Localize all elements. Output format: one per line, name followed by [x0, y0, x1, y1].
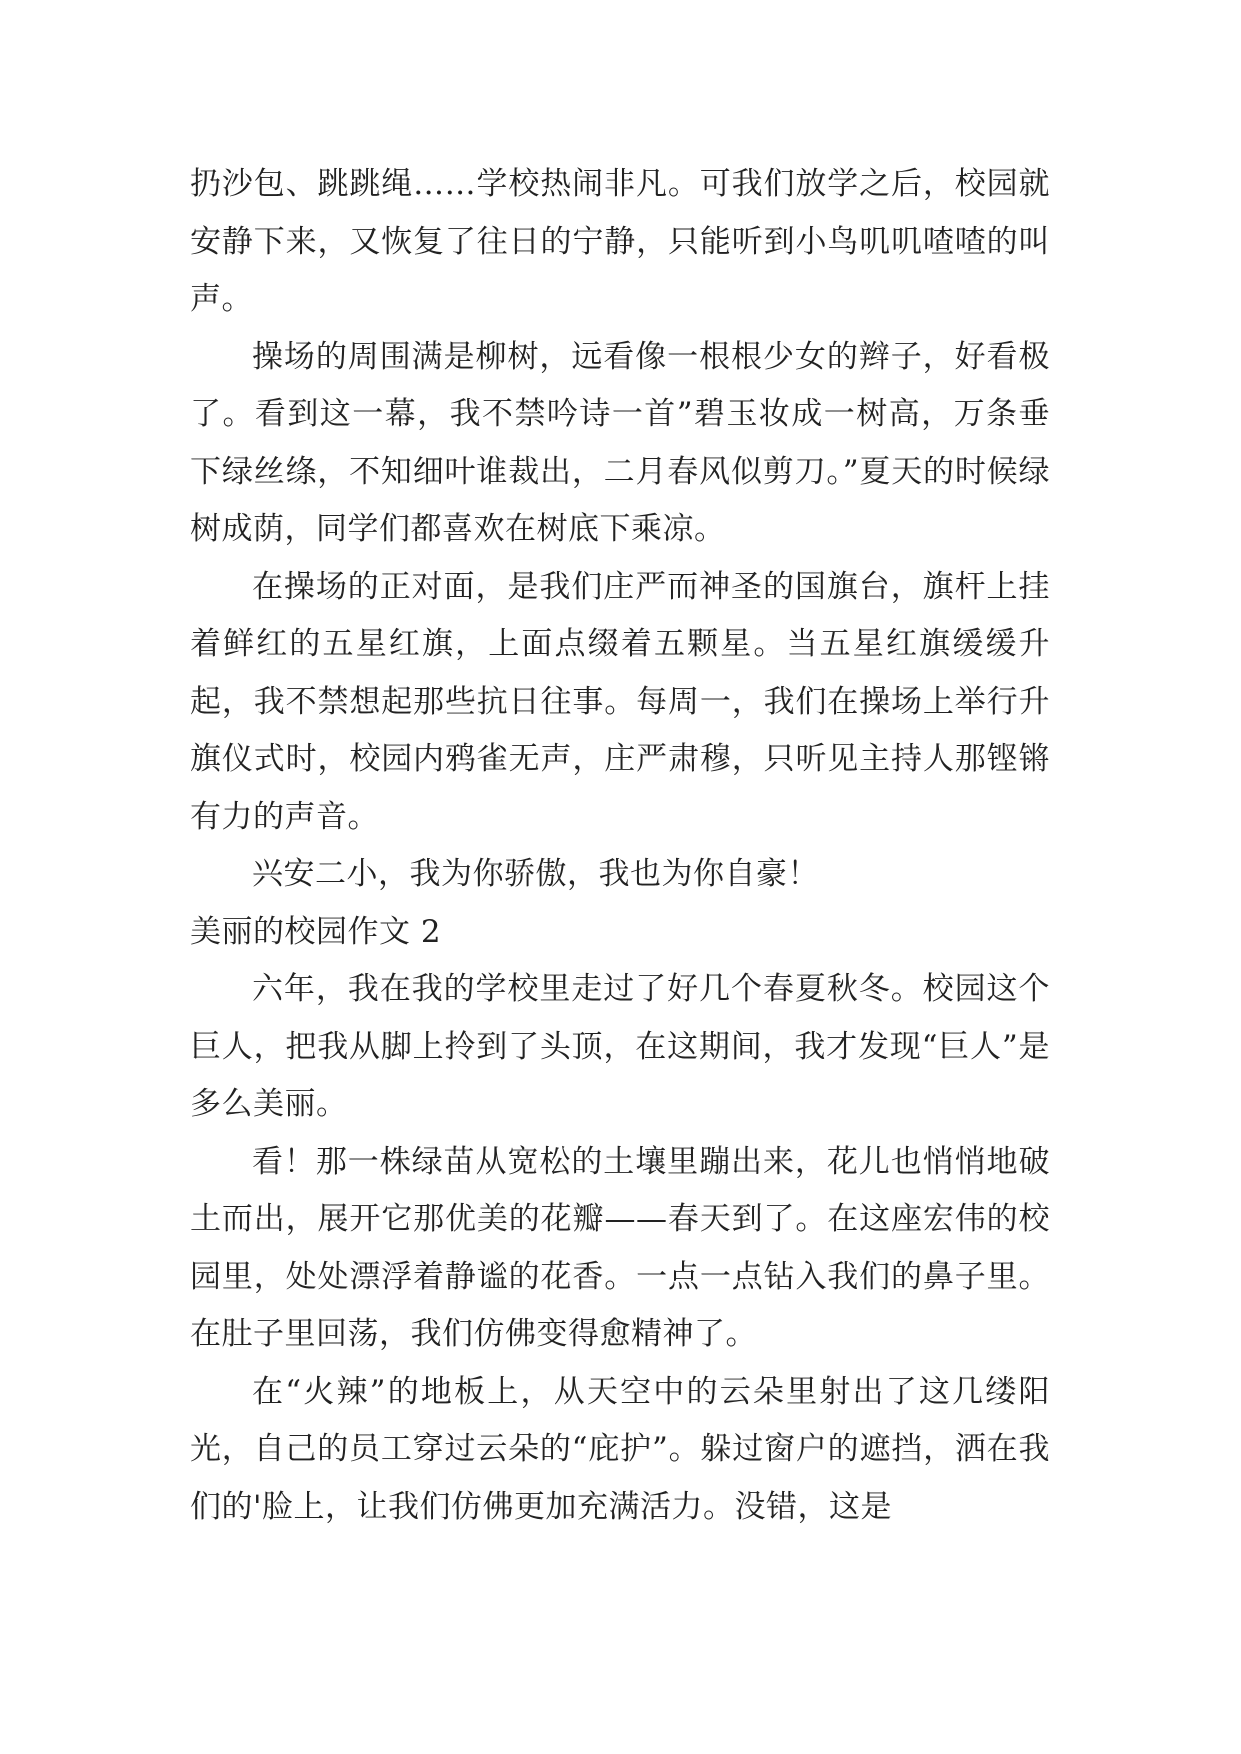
paragraph-six-years: 六年，我在我的学校里走过了好几个春夏秋冬。校园这个巨人，把我从脚上拎到了头顶，在这期间，我才发现“巨人”是多么美丽。 [190, 971, 1050, 1122]
paragraph-school-pride: 兴安二小，我为你骄傲，我也为你自豪！ [252, 856, 819, 892]
paragraph-flag-platform: 在操场的正对面，是我们庄严而神圣的国旗台，旗杆上挂着鲜红的五星红旗，上面点缀着五颗星。当五星红旗缓缓升起，我不禁想起那些抗日往事。每周一，我们在操场上举行升旗仪式时，校园内鸦雀无声，庄严肃穆，只听见主持人那铿锵有力的声音。 [190, 568, 1050, 835]
paragraph-sunlight: 在“火辣”的地板上，从天空中的云朵里射出了这几缕阳光，自己的员工穿过云朵的“庇护”。躲过窗户的遮挡，洒在我们的'脸上，让我们仿佛更加充满活力。没错，这是 [190, 1373, 1050, 1525]
paragraph-willow-trees: 操场的周围满是柳树，远看像一根根少女的辫子，好看极了。看到这一幕，我不禁吟诗一首”碧玉妆成一树高，万条垂下绿丝绦，不知细叶谁裁出，二月春风似剪刀。”夏天的时候绿树成荫，同学们都喜欢在树底下乘凉。 [190, 338, 1050, 547]
paragraph-continued: 扔沙包、跳跳绳……学校热闹非凡。可我们放学之后，校园就安静下来，又恢复了往日的宁静，只能听到小鸟叽叽喳喳的叫声。 [190, 166, 1050, 317]
paragraph-spring: 看！那一株绿苗从宽松的土壤里蹦出来，花儿也悄悄地破土而出，展开它那优美的花瓣——春天到了。在这座宏伟的校园里，处处漂浮着静谧的花香。一点一点钻入我们的鼻子里。在肚子里回荡，我们仿佛变得愈精神了。 [190, 1143, 1050, 1352]
document-page [190, 156, 1050, 1536]
section-heading: 美丽的校园作文 2 [190, 913, 442, 950]
